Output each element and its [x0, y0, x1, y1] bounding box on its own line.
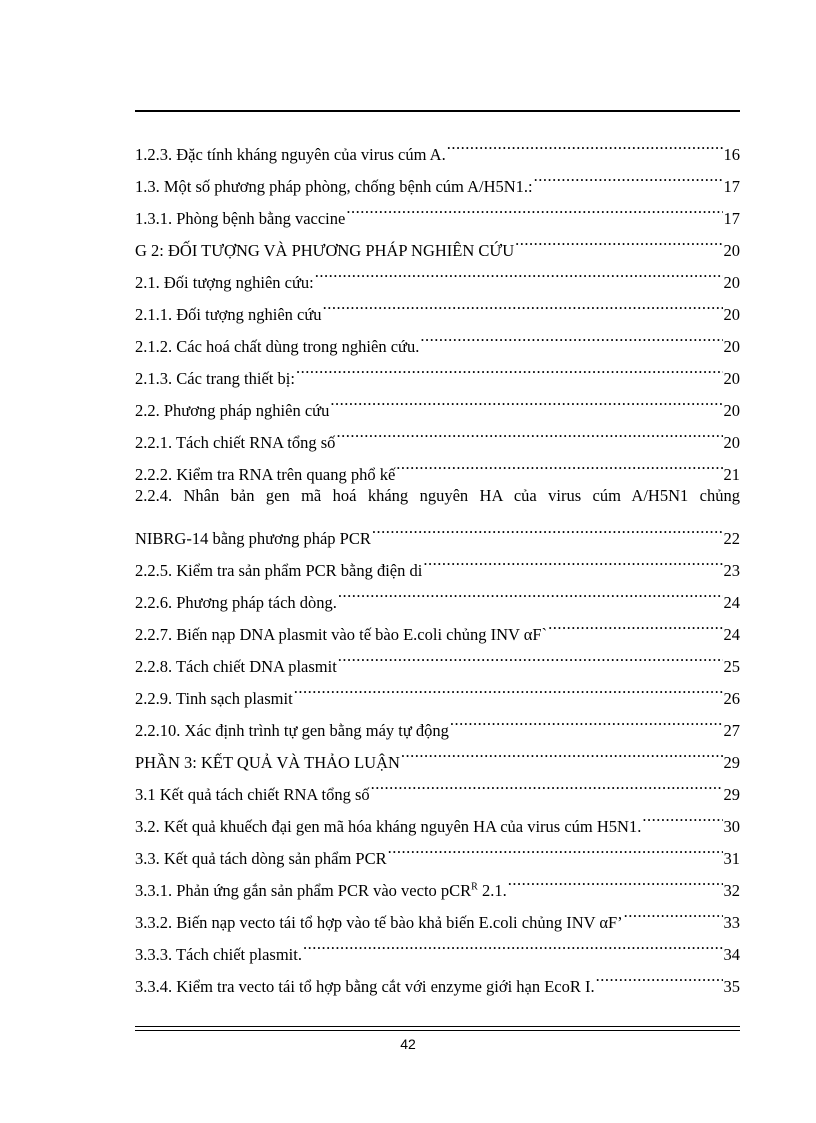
dot-leader: [508, 864, 723, 896]
toc-entry-title: 2.1. Đối tượng nghiên cứu:: [135, 273, 314, 292]
dot-leader: [642, 800, 722, 832]
toc-entry-title-line1: 2.2.4. Nhân bản gen mã hoá kháng nguyên HA của virus cúm A/H5N1 chủng: [135, 486, 740, 505]
toc-entry-title: 3.3.4. Kiểm tra vecto tái tổ hợp bằng cắt với enzyme giới hạn EcoR I.: [135, 977, 595, 996]
toc-entry-title: 2.2.6. Phương pháp tách dòng.: [135, 593, 337, 612]
toc-entry-title: 2.2.5. Kiểm tra sản phẩm PCR bằng điện di: [135, 561, 423, 580]
toc-entry-page: 20: [723, 241, 740, 260]
toc-entry-page: 17: [723, 177, 740, 196]
toc-entry-page: 24: [723, 593, 740, 612]
dot-leader: [624, 896, 723, 928]
toc-entry-page: 35: [723, 977, 740, 996]
page-number: 42: [400, 1036, 416, 1052]
dot-leader: [548, 608, 722, 640]
toc-entry-title: 2.1.1. Đối tượng nghiên cứu: [135, 305, 322, 324]
toc-entry-page: 33: [723, 913, 740, 932]
toc-entry[interactable]: [135, 128, 740, 164]
dot-leader: [296, 352, 723, 384]
toc-entry-title: G 2: ĐỐI TƯỢNG VÀ PHƯƠNG PHÁP NGHIÊN CỨU: [135, 241, 515, 260]
header-rule: [135, 110, 740, 112]
toc-entry-title-text: 2.1.: [477, 881, 507, 900]
toc-entry-page: 31: [723, 849, 740, 868]
dot-leader: [423, 544, 722, 576]
toc-entry-page: 22: [723, 529, 740, 548]
dot-leader: [420, 320, 722, 352]
toc-entry-title: 2.2.1. Tách chiết RNA tổng số: [135, 433, 336, 452]
toc-entry[interactable]: [135, 480, 740, 548]
toc-entry-page: 27: [723, 721, 740, 740]
toc-entry-title: 2.2. Phương pháp nghiên cứu: [135, 401, 330, 420]
toc-entry-page: 16: [723, 145, 740, 164]
dot-leader: [515, 224, 722, 256]
toc-entry-page: 24: [723, 625, 740, 644]
toc-entry-page: 32: [723, 881, 740, 900]
dot-leader: [450, 704, 723, 736]
footer-rule: [135, 1026, 740, 1031]
toc-entry-title: 3.3.2. Biến nạp vecto tái tổ hợp vào tế bào khả biến E.coli chủng INV αF’: [135, 913, 623, 932]
toc-entry-page: 20: [723, 401, 740, 420]
dot-leader: [447, 128, 723, 160]
toc-entry-page: 29: [723, 753, 740, 772]
toc-entry-page: 23: [723, 561, 740, 580]
toc-entry-title: 2.2.10. Xác định trình tự gen bằng máy tự động: [135, 721, 449, 740]
dot-leader: [336, 416, 722, 448]
dot-leader: [315, 256, 723, 288]
toc-entry-title-line2: NIBRG-14 bằng phương pháp PCR: [135, 529, 371, 548]
toc-entry-title: 2.2.7. Biến nạp DNA plasmit vào tế bào E.coli chủng INV αF`: [135, 625, 548, 644]
toc-entry-title: PHẦN 3: KẾT QUẢ VÀ THẢO LUẬN: [135, 753, 400, 772]
dot-leader: [303, 928, 723, 960]
toc-entry-title: 2.2.8. Tách chiết DNA plasmit: [135, 657, 337, 676]
toc-entry-page: 17: [723, 209, 740, 228]
toc-entry-title: [135, 875, 507, 907]
dot-leader: [294, 672, 723, 704]
toc-entry-title: 3.3.3. Tách chiết plasmit.: [135, 945, 302, 964]
dot-leader: [388, 832, 723, 864]
toc-entry-title: 3.3. Kết quả tách dòng sản phẩm PCR: [135, 849, 387, 868]
toc-entry-title: 3.2. Kết quả khuếch đại gen mã hóa kháng nguyên HA của virus cúm H5N1.: [135, 817, 642, 836]
toc-entry-page: 25: [723, 657, 740, 676]
toc-entry-page: 20: [723, 273, 740, 292]
dot-leader: [396, 448, 722, 480]
superscript: R: [471, 881, 478, 893]
toc-entry-page: 20: [723, 305, 740, 324]
toc-entry-title: 1.3. Một số phương pháp phòng, chống bệnh cúm A/H5N1.:: [135, 177, 533, 196]
dot-leader: [338, 576, 723, 608]
toc-entry-title: 1.3.1. Phòng bệnh bằng vaccine: [135, 209, 346, 228]
toc-entry-title: 2.1.3. Các trang thiết bị:: [135, 369, 295, 388]
dot-leader: [330, 384, 722, 416]
dot-leader: [372, 512, 723, 544]
dot-leader: [323, 288, 723, 320]
toc-entry-page: 20: [723, 337, 740, 356]
dot-leader: [338, 640, 723, 672]
toc-entry-page: 20: [723, 369, 740, 388]
toc-entry-title: 2.2.2. Kiểm tra RNA trên quang phổ kế: [135, 465, 396, 484]
dot-leader: [401, 736, 723, 768]
toc-entry-page: 26: [723, 689, 740, 708]
toc-entry-page: 29: [723, 785, 740, 804]
toc-entry-title: 2.1.2. Các hoá chất dùng trong nghiên cứu.: [135, 337, 420, 356]
toc-entry-title-text: 3.3.1. Phản ứng gắn sản phẩm PCR vào vecto pCR: [135, 881, 472, 900]
toc-entry-page: 21: [723, 465, 740, 484]
toc-entry-title: 3.1 Kết quả tách chiết RNA tổng số: [135, 785, 370, 804]
dot-leader: [534, 160, 723, 192]
toc-entry-title: 2.2.9. Tinh sạch plasmit: [135, 689, 293, 708]
toc-entry-page: 30: [723, 817, 740, 836]
dot-leader: [596, 960, 723, 992]
toc-entry-title: 1.2.3. Đặc tính kháng nguyên của virus cúm A.: [135, 145, 446, 164]
dot-leader: [371, 768, 723, 800]
toc-entry-page: 34: [723, 945, 740, 964]
table-of-contents: [135, 128, 740, 996]
dot-leader: [346, 192, 722, 224]
toc-entry-page: 20: [723, 433, 740, 452]
